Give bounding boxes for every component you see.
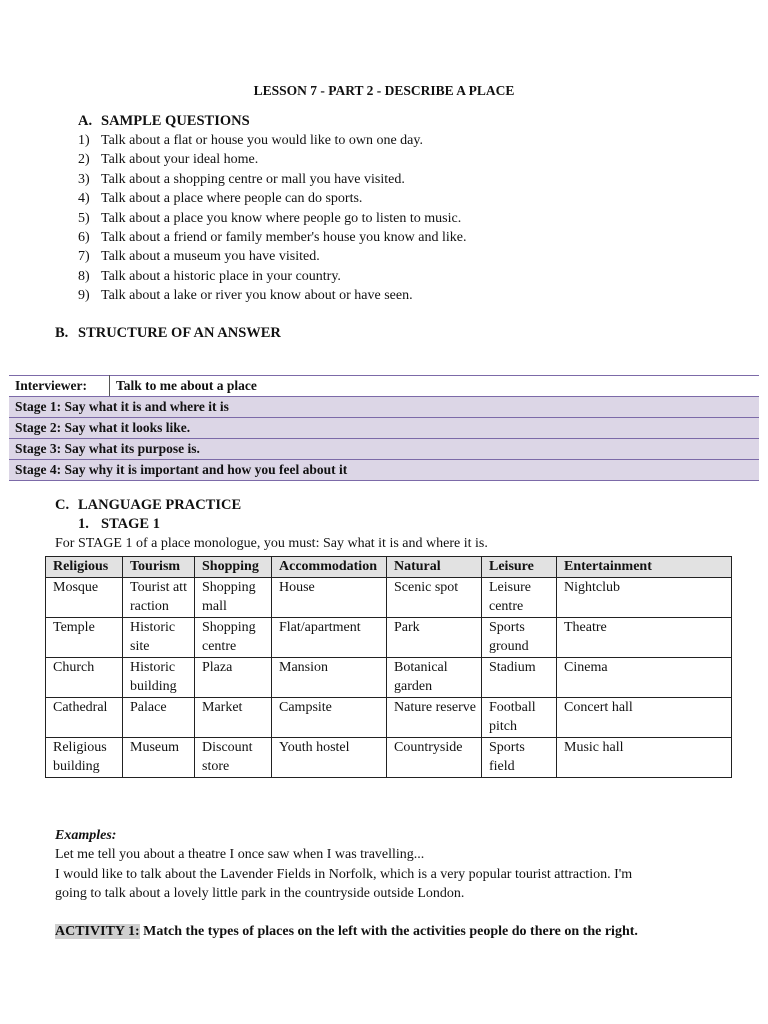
page-title: LESSON 7 - PART 2 - DESCRIBE A PLACE: [253, 83, 515, 98]
table-cell: Botanical garden: [387, 657, 482, 697]
table-cell: Nightclub: [557, 577, 732, 617]
table-cell: Historic site: [123, 617, 195, 657]
table-cell: Temple: [46, 617, 123, 657]
table-cell: Youth hostel: [272, 737, 387, 777]
table-row: [9, 460, 759, 481]
list-item: 9) Talk about a lake or river you know about or have seen.: [78, 288, 413, 304]
list-item: 4) Talk about a place where people can do sports.: [78, 191, 363, 207]
table-row: [46, 697, 732, 737]
stage-1: Stage 1: Say what it is and where it is: [9, 397, 759, 418]
section-a-title: SAMPLE QUESTIONS: [101, 113, 250, 129]
stage-3: Stage 3: Say what its purpose is.: [9, 439, 759, 460]
table-cell: Shopping centre: [195, 617, 272, 657]
place-vocabulary-table: [45, 556, 732, 778]
section-a-letter: A.: [78, 113, 93, 129]
table-cell: Palace: [123, 697, 195, 737]
table-row: [9, 439, 759, 460]
list-item: 2) Talk about your ideal home.: [78, 152, 259, 168]
activity-1-instruction: [55, 924, 638, 940]
table-cell: Music hall: [557, 737, 732, 777]
table-row: [46, 577, 732, 617]
list-item: 7) Talk about a museum you have visited.: [78, 249, 320, 265]
table-header-row: [46, 557, 732, 578]
table-cell: Museum: [123, 737, 195, 777]
section-a-heading: [78, 113, 250, 130]
stage-4: Stage 4: Say why it is important and how you feel about it: [9, 460, 759, 481]
section-b-letter: B.: [55, 325, 69, 341]
activity-text: Match the types of places on the left with the activities people do there on the right.: [139, 924, 638, 939]
table-cell: Scenic spot: [387, 577, 482, 617]
table-row: [46, 737, 732, 777]
table-cell: Leisure centre: [482, 577, 557, 617]
table-row: [46, 657, 732, 697]
table-cell: Mansion: [272, 657, 387, 697]
column-header: Entertainment: [557, 557, 732, 578]
table-cell: Countryside: [387, 737, 482, 777]
table-cell: Nature reserve: [387, 697, 482, 737]
section-b-title: STRUCTURE OF AN ANSWER: [78, 325, 281, 341]
stage-1-subheading: [78, 516, 160, 533]
list-item: 6) Talk about a friend or family member's house you know and like.: [78, 229, 467, 245]
answer-structure-table: [9, 375, 759, 481]
column-header: Accommodation: [272, 557, 387, 578]
table-cell: Stadium: [482, 657, 557, 697]
table-row: [9, 376, 759, 397]
table-cell: Campsite: [272, 697, 387, 737]
table-cell: Theatre: [557, 617, 732, 657]
column-header: Shopping: [195, 557, 272, 578]
section-c-heading: [55, 497, 241, 514]
table-cell: Market: [195, 697, 272, 737]
column-header: Leisure: [482, 557, 557, 578]
table-cell: Plaza: [195, 657, 272, 697]
table-cell: Flat/apartment: [272, 617, 387, 657]
activity-label: ACTIVITY 1:: [55, 924, 140, 939]
column-header: Natural: [387, 557, 482, 578]
table-cell: Discount store: [195, 737, 272, 777]
sub-number: 1.: [78, 516, 89, 532]
table-cell: Sports ground: [482, 617, 557, 657]
interviewer-label: Interviewer:: [9, 376, 110, 397]
table-cell: Historic building: [123, 657, 195, 697]
sub-title: STAGE 1: [101, 516, 160, 532]
list-item: 5) Talk about a place you know where people go to listen to music.: [78, 210, 462, 226]
column-header: Religious: [46, 557, 123, 578]
table-cell: Concert hall: [557, 697, 732, 737]
example-line-1: Let me tell you about a theatre I once saw when I was travelling...: [55, 847, 425, 862]
stage-1-intro: For STAGE 1 of a place monologue, you must: Say what it is and where it is.: [55, 536, 488, 551]
column-header: Tourism: [123, 557, 195, 578]
list-item: 8) Talk about a historic place in your country.: [78, 268, 341, 284]
sample-questions-list: [78, 131, 466, 306]
table-cell: Sports field: [482, 737, 557, 777]
list-item: 3) Talk about a shopping centre or mall you have visited.: [78, 171, 405, 187]
table-cell: Church: [46, 657, 123, 697]
table-row: [9, 418, 759, 439]
list-item: 1) Talk about a flat or house you would like to own one day.: [78, 133, 423, 148]
table-cell: House: [272, 577, 387, 617]
table-cell: Religious building: [46, 737, 123, 777]
table-cell: Park: [387, 617, 482, 657]
section-c-title: LANGUAGE PRACTICE: [78, 497, 242, 513]
section-c-letter: C.: [55, 497, 70, 513]
table-cell: Cathedral: [46, 697, 123, 737]
example-line-3: going to talk about a lovely little park in the countryside outside London.: [55, 886, 465, 901]
table-cell: Tourist attraction: [123, 577, 195, 617]
examples-label: Examples:: [55, 828, 117, 843]
example-line-2: I would like to talk about the Lavender Fields in Norfolk, which is a very popular tourist attraction. I'm: [55, 867, 633, 882]
interviewer-text: Talk to me about a place: [110, 376, 760, 397]
table-row: [9, 397, 759, 418]
stage-2: Stage 2: Say what it looks like.: [9, 418, 759, 439]
table-cell: Shopping mall: [195, 577, 272, 617]
table-row: [46, 617, 732, 657]
table-cell: Football pitch: [482, 697, 557, 737]
table-cell: Mosque: [46, 577, 123, 617]
section-b-heading: [55, 325, 281, 342]
table-cell: Cinema: [557, 657, 732, 697]
